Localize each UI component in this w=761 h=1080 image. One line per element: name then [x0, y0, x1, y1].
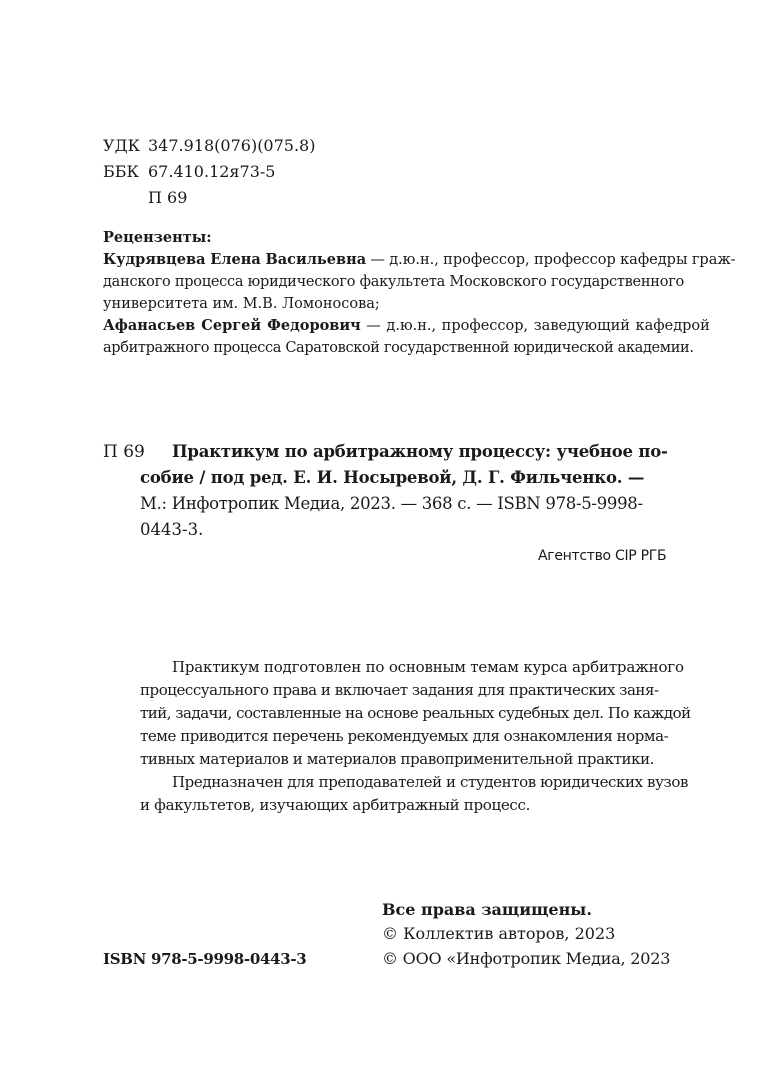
udk-line: [103, 136, 315, 156]
annotation-p2-line-2: и факультетов, изучающих арбитражный процесс.: [140, 796, 531, 814]
reviewer-2-name: Афанасьев Сергей Федорович: [103, 317, 361, 334]
annotation-p1-line-5: тивных материалов и материалов правоприменительной практики.: [140, 750, 655, 768]
isbn: ISBN 978-5-9998-0443-3: [103, 950, 307, 968]
bbk-label: ББК: [103, 162, 139, 181]
annotation-p1-line-1: Практикум подготовлен по основным темам курса арбитражного: [172, 658, 684, 676]
reviewer-1-title: — д.ю.н., профессор, профессор кафедры граж-: [366, 252, 736, 268]
reviewer-1-name: Кудрявцева Елена Васильевна: [103, 251, 367, 268]
udk-label: УДК: [103, 136, 140, 155]
annotation-p1-line-4: теме приводится перечень рекомендуемых для ознакомления норма-: [140, 727, 669, 745]
bibliography-mark: П 69: [103, 442, 145, 462]
copyright-publisher: © ООО «Инфотропик Медиа, 2023: [382, 949, 671, 968]
reviewer-1-line-1: [103, 250, 736, 270]
reviewers-heading: Рецензенты:: [103, 229, 212, 246]
bbk-value: 67.410.12я73-5: [148, 162, 276, 181]
author-mark: П 69: [148, 188, 188, 207]
reviewer-1-line-2: данского процесса юридического факультета Московского государственного: [103, 274, 685, 290]
bbk-line: [103, 162, 275, 182]
rights-notice: Все права защищены.: [382, 900, 592, 919]
annotation-p1-line-2: процессуального права и включает задания для практических заня-: [140, 681, 659, 699]
copyright-authors: © Коллектив авторов, 2023: [382, 924, 616, 943]
bibliography-line-3: М.: Инфотропик Медиа, 2023. — 368 с. — ISBN 978-5-9998-: [140, 494, 643, 513]
reviewer-2-title: — д.ю.н., профессор, заведующий кафедрой: [360, 318, 710, 334]
cip-agency: Агентство CIP РГБ: [538, 548, 667, 564]
annotation-p1-line-3: тий, задачи, составленные на основе реальных судебных дел. По каждой: [140, 704, 691, 722]
reviewer-2-line-2: арбитражного процесса Саратовской государственной юридической академии.: [103, 340, 694, 356]
bibliography-title-line-1: Практикум по арбитражному процессу: учебное по-: [172, 442, 668, 461]
bibliography-line-2: собие / под ред. Е. И. Носыревой, Д. Г. Фильченко. —: [140, 468, 645, 487]
annotation-p2-line-1: Предназначен для преподавателей и студентов юридических вузов: [172, 773, 688, 791]
udk-value: 347.918(076)(075.8): [148, 136, 316, 155]
bibliography-line-4: 0443-3.: [140, 520, 204, 539]
reviewer-1-line-3: университета им. М.В. Ломоносова;: [103, 296, 380, 312]
reviewer-2-line-1: [103, 316, 710, 336]
